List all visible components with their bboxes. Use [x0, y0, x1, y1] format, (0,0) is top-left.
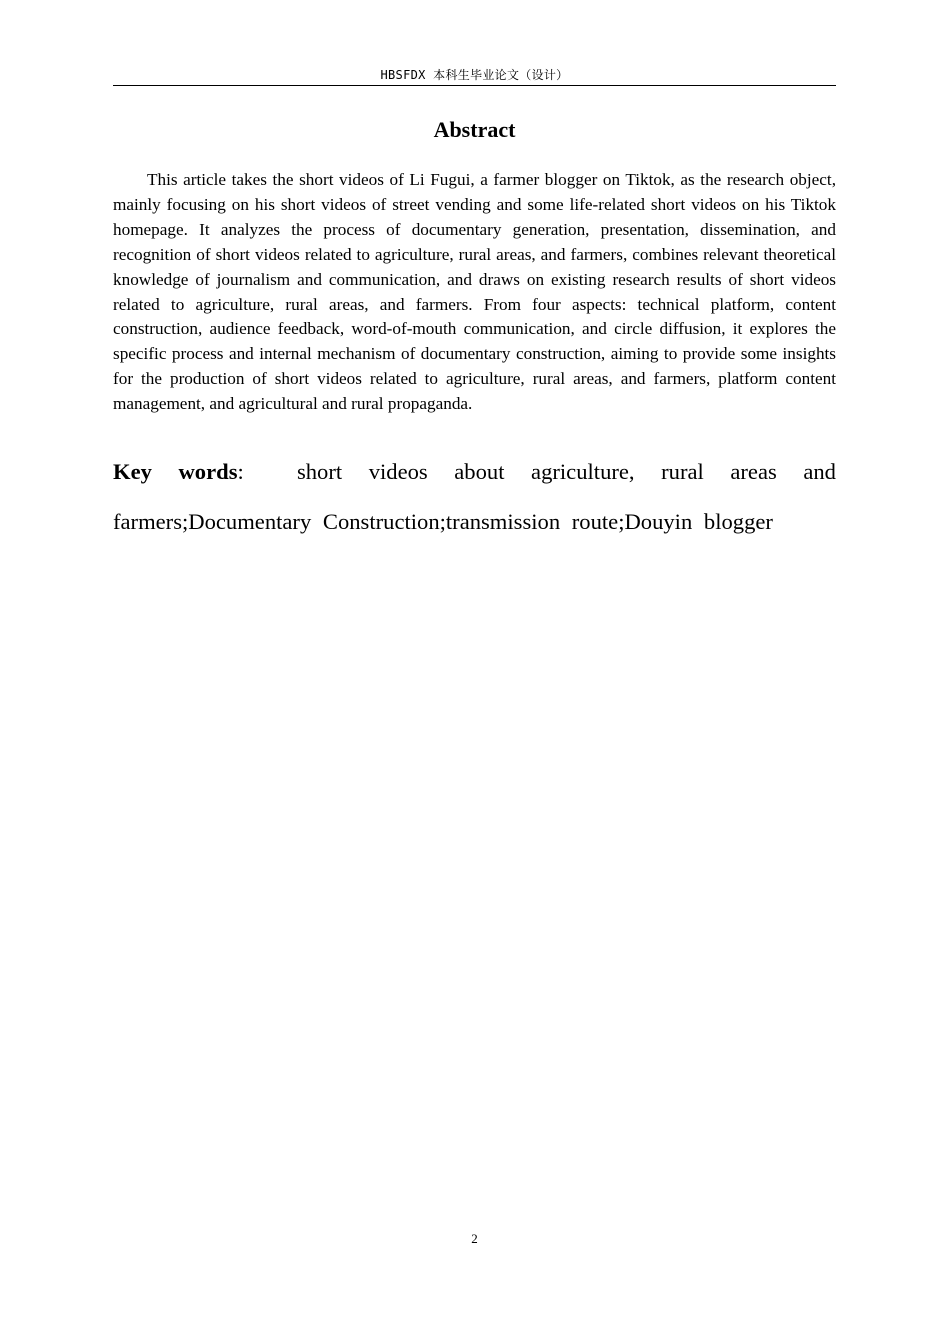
keywords-label: Key words [113, 459, 238, 484]
abstract-body: This article takes the short videos of Li Fugui, a farmer blogger on Tiktok, as the research object, mainly focusing on his short videos of street vending and some life-related short videos on his Tiktok homepage. It analyzes the process of documentary generation, presentation, dissemination, and recognition of short videos related to agriculture, rural areas, and farmers, combines relevant theoretical knowledge of journalism and communication, and draws on existing research results of short videos related to agriculture, rural areas, and farmers. From four aspects: technical platform, content construction, audience feedback, word-of-mouth communication, and circle diffusion, it explores the specific process and internal mechanism of documentary construction, aiming to provide some insights for the production of short videos related to agriculture, rural areas, and farmers, platform content management, and agricultural and rural propaganda. [113, 170, 836, 414]
abstract-title: Abstract [433, 117, 516, 142]
header-divider [113, 85, 836, 86]
page-number: 2 [471, 1231, 478, 1246]
keywords-paragraph [113, 447, 836, 547]
page-header: HBSFDX 本科生毕业论文（设计） [380, 68, 569, 82]
keywords-text: short videos about agriculture, rural areas and farmers;Documentary Construction;transmission route;Douyin blogger [113, 459, 836, 534]
keywords-separator: : [237, 459, 244, 484]
